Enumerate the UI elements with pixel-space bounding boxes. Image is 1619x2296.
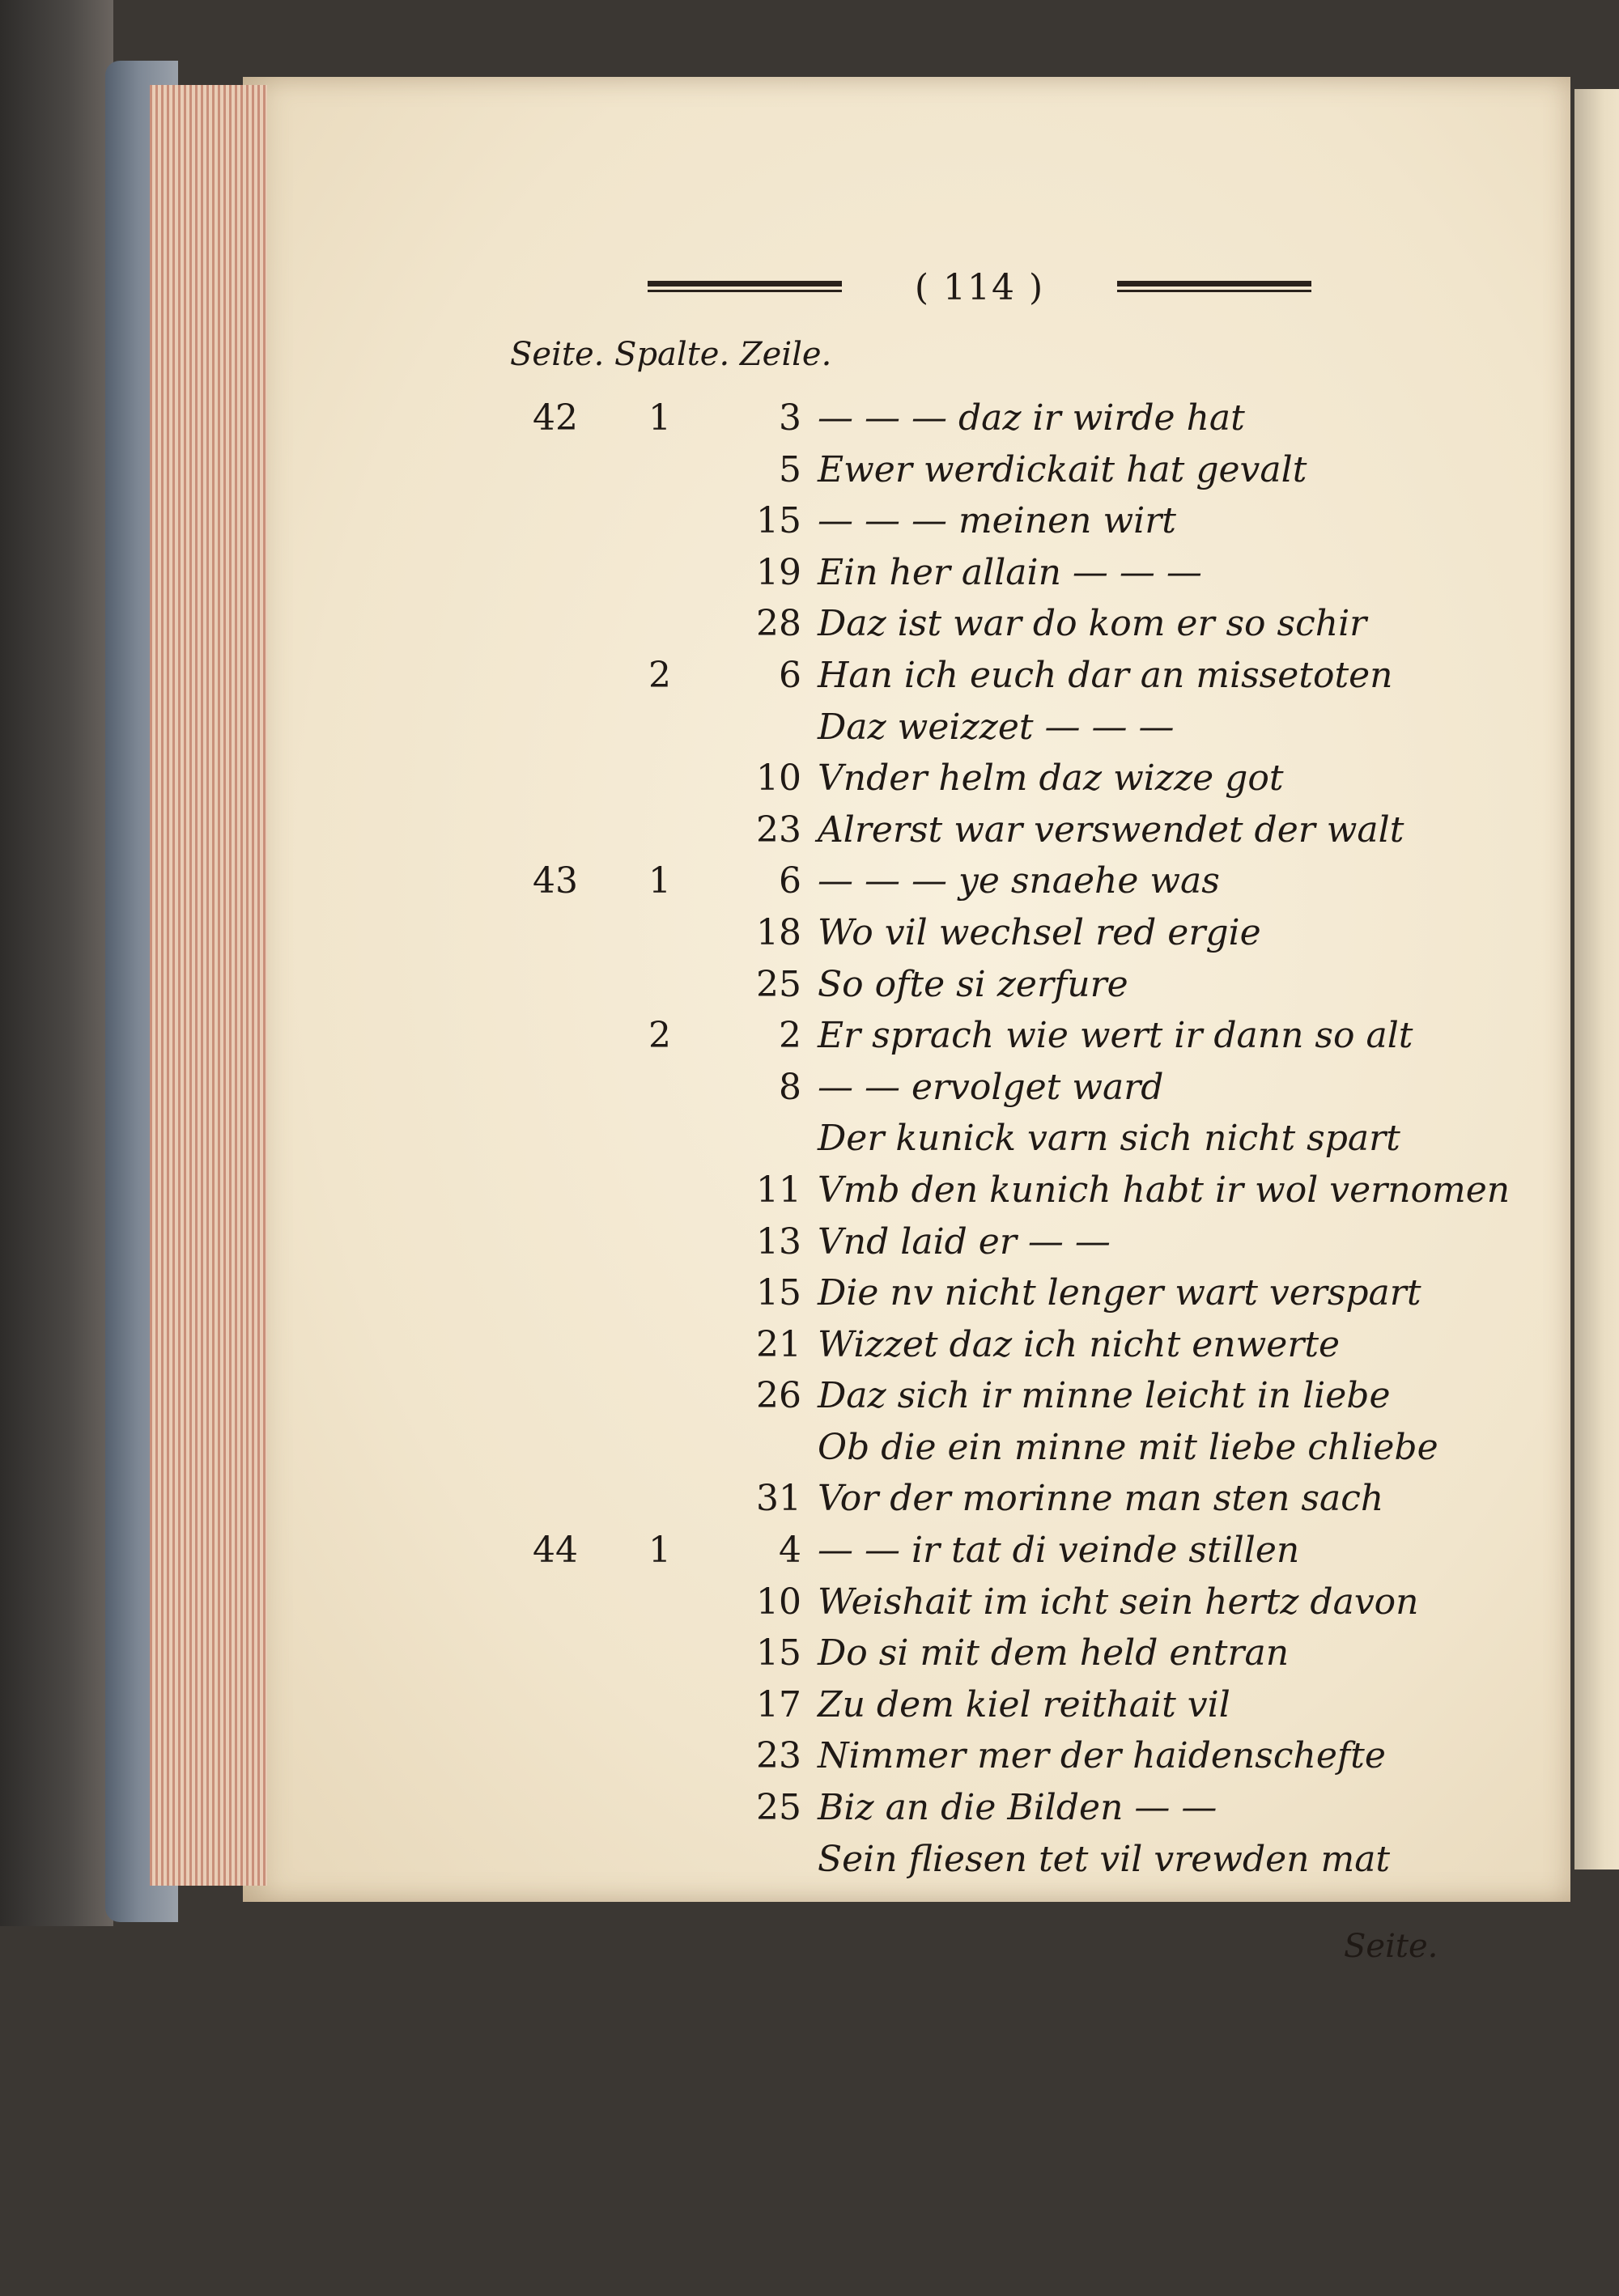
line-text: Daz weizzet — — — <box>818 706 1175 748</box>
errata-row <box>0 397 1619 448</box>
line-text: Ein her allain — — — <box>818 551 1202 593</box>
catchword: Seite. <box>1344 1928 1438 1965</box>
zeile-number: 15 <box>756 500 801 542</box>
errata-row <box>0 654 1619 706</box>
errata-list <box>0 397 1619 1889</box>
line-text: Vnder helm daz wizze got <box>818 758 1284 800</box>
errata-row <box>0 1066 1619 1118</box>
line-text: Alrerst war verswendet der walt <box>818 808 1404 851</box>
line-text: Ewer werdickait hat gevalt <box>818 448 1307 490</box>
zeile-number: 15 <box>756 1272 801 1314</box>
scan-background-bottom <box>0 1926 1619 2296</box>
errata-row <box>0 1271 1619 1323</box>
line-text: Daz sich ir minne leicht in liebe <box>818 1375 1391 1417</box>
errata-row <box>0 602 1619 654</box>
zeile-number: 10 <box>756 1581 801 1623</box>
line-text: — — ervolget ward <box>818 1066 1164 1108</box>
errata-row <box>0 1632 1619 1683</box>
header-rule-right <box>1117 281 1311 294</box>
zeile-number: 25 <box>756 1787 801 1829</box>
line-text: Weishait im icht sein hertz davon <box>818 1581 1419 1623</box>
line-text: Do si mit dem held entran <box>818 1632 1290 1674</box>
zeile-number: 26 <box>756 1375 801 1417</box>
errata-row <box>0 499 1619 551</box>
zeile-number: 3 <box>779 397 801 439</box>
line-text: Han ich euch dar an missetoten <box>818 654 1393 696</box>
spalte-number: 2 <box>648 654 671 696</box>
zeile-number: 10 <box>756 758 801 800</box>
page-header <box>648 267 1311 316</box>
seite-number: 42 <box>533 397 578 439</box>
line-text: — — — daz ir wirde hat <box>818 397 1245 439</box>
errata-row <box>0 551 1619 603</box>
line-text: Vor der morinne man sten sach <box>818 1478 1384 1520</box>
errata-row <box>0 859 1619 911</box>
page-number: ( 114 ) <box>914 267 1045 308</box>
errata-row <box>0 1374 1619 1426</box>
errata-row <box>0 1529 1619 1581</box>
line-text: Vnd laid er — — <box>818 1220 1111 1263</box>
seite-number: 43 <box>533 860 578 902</box>
line-text: Sein fliesen tet vil vrewden mat <box>818 1838 1391 1880</box>
zeile-number: 6 <box>779 860 801 902</box>
errata-row <box>0 911 1619 963</box>
errata-row <box>0 448 1619 500</box>
zeile-number: 4 <box>779 1530 801 1572</box>
zeile-number: 8 <box>779 1066 801 1108</box>
errata-row <box>0 757 1619 808</box>
line-text: Wo vil wechsel red ergie <box>818 911 1261 953</box>
line-text: Ob die ein minne mit liebe chliebe <box>818 1426 1438 1468</box>
errata-row <box>0 1477 1619 1529</box>
line-text: Er sprach wie wert ir dann so alt <box>818 1015 1413 1057</box>
zeile-number: 31 <box>756 1478 801 1520</box>
zeile-number: 11 <box>756 1169 801 1211</box>
zeile-number: 19 <box>756 551 801 593</box>
zeile-number: 18 <box>756 911 801 953</box>
line-text: — — — meinen wirt <box>818 500 1176 542</box>
spalte-number: 1 <box>648 397 671 439</box>
line-text: — — ir tat di veinde stillen <box>818 1530 1300 1572</box>
line-text: Nimmer mer der haidenschefte <box>818 1735 1386 1777</box>
errata-row <box>0 1323 1619 1375</box>
errata-row <box>0 706 1619 758</box>
errata-row <box>0 963 1619 1015</box>
errata-row <box>0 1426 1619 1478</box>
line-text: Die nv nicht lenger wart verspart <box>818 1272 1421 1314</box>
spalte-number: 2 <box>648 1015 671 1057</box>
zeile-number: 15 <box>756 1632 801 1674</box>
spalte-number: 1 <box>648 860 671 902</box>
zeile-number: 28 <box>756 603 801 645</box>
errata-row <box>0 1786 1619 1838</box>
errata-row <box>0 1220 1619 1272</box>
zeile-number: 23 <box>756 1735 801 1777</box>
errata-row <box>0 808 1619 860</box>
errata-row <box>0 1683 1619 1735</box>
column-headers: Seite. Spalte. Zeile. <box>510 336 832 373</box>
zeile-number: 5 <box>779 448 801 490</box>
line-text: Wizzet daz ich nicht enwerte <box>818 1323 1341 1365</box>
zeile-number: 23 <box>756 808 801 851</box>
line-text: Biz an die Bilden — — <box>818 1787 1217 1829</box>
errata-row <box>0 1169 1619 1220</box>
errata-row <box>0 1117 1619 1169</box>
zeile-number: 2 <box>779 1015 801 1057</box>
header-rule-left <box>648 281 842 294</box>
errata-row <box>0 1014 1619 1066</box>
errata-row <box>0 1581 1619 1632</box>
zeile-number: 21 <box>756 1323 801 1365</box>
zeile-number: 17 <box>756 1683 801 1725</box>
line-text: So ofte si zerfure <box>818 963 1128 1005</box>
errata-row <box>0 1734 1619 1786</box>
seite-number: 44 <box>533 1530 578 1572</box>
zeile-number: 6 <box>779 654 801 696</box>
line-text: Vmb den kunich habt ir wol vernomen <box>818 1169 1511 1211</box>
spalte-number: 1 <box>648 1530 671 1572</box>
zeile-number: 13 <box>756 1220 801 1263</box>
zeile-number: 25 <box>756 963 801 1005</box>
line-text: — — — ye snaehe was <box>818 860 1220 902</box>
line-text: Der kunick varn sich nicht spart <box>818 1118 1400 1160</box>
errata-row <box>0 1838 1619 1890</box>
line-text: Zu dem kiel reithait vil <box>818 1683 1230 1725</box>
line-text: Daz ist war do kom er so schir <box>818 603 1367 645</box>
